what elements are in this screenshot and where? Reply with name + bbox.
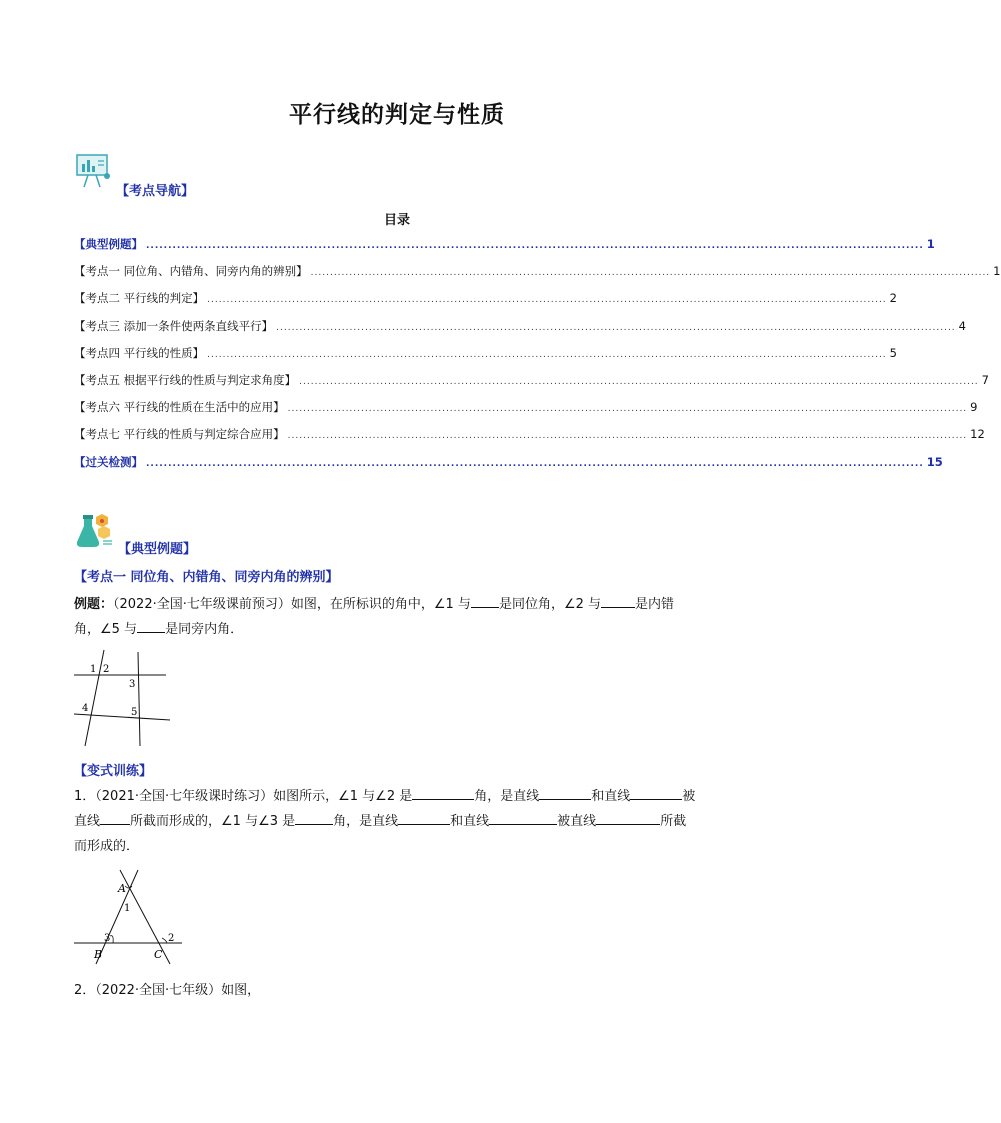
table-of-contents (74, 236, 1001, 481)
answer-blank[interactable] (596, 810, 660, 825)
toc-heading: 目录 (383, 213, 410, 228)
angle-label: 3 (129, 679, 136, 690)
toc-item[interactable]: 【过关检测】 ................................................................................................................................................................................ 15 (74, 454, 943, 469)
parallel-lines-figure (70, 648, 172, 748)
vertex-label: C (154, 948, 163, 961)
toc-item[interactable]: 【典型例题】 ................................................................................................................................................................................ 1 (74, 237, 935, 251)
toc-item[interactable]: 【考点四 平行线的性质】 ................................................................................................................................................................................ 5 (74, 345, 897, 360)
answer-blank[interactable] (630, 785, 682, 800)
page-title: 平行线的判定与性质 (289, 101, 505, 128)
angle-label: 3 (104, 933, 111, 944)
angle-label: 1 (124, 903, 131, 914)
answer-blank[interactable] (471, 593, 499, 608)
answer-blank[interactable] (137, 618, 165, 633)
section-label: 【典型例题】 (118, 542, 197, 557)
answer-blank[interactable] (398, 810, 450, 825)
vertex-label: A (118, 882, 126, 895)
answer-blank[interactable] (100, 810, 130, 825)
toc-item[interactable]: 【考点三 添加一条件使两条直线平行】 ................................................................................................................................................................................ 4 (74, 318, 966, 333)
flask-icon (74, 510, 114, 550)
toc-item[interactable]: 【考点六 平行线的性质在生活中的应用】 ................................................................................................................................................................................ 9 (74, 400, 978, 415)
answer-blank[interactable] (412, 785, 474, 800)
angle-label: 5 (131, 707, 138, 718)
nav-section-label: 【考点导航】 (116, 184, 195, 199)
toc-item[interactable]: 【考点一 同位角、内错角、同旁内角的辨别】 ................................................................................................................................................................................ 1 (74, 264, 1001, 279)
vertex-label: B (94, 948, 103, 961)
example-question: 例题：（2022·全国·七年级课前预习）如图，在所标识的角中，∠1 与 是同位角，∠2 与 是内错 角，∠5 与 是同旁内角． (74, 592, 724, 642)
toc-item[interactable]: 【考点二 平行线的判定】 ................................................................................................................................................................................ 2 (74, 291, 897, 306)
presentation-board-icon (74, 152, 112, 190)
triangle-figure (74, 868, 184, 968)
answer-blank[interactable] (601, 593, 635, 608)
question-2: 2．（2022·全国·七年级）如图， (74, 983, 261, 998)
toc-item[interactable]: 【考点五 根据平行线的性质与判定求角度】 ................................................................................................................................................................................ 7 (74, 372, 989, 387)
variant-heading: 【变式训练】 (74, 764, 153, 779)
angle-label: 1 (90, 664, 97, 675)
question-1: 1．（2021·全国·七年级课时练习）如图所示，∠1 与∠2 是 角，是直线 和直线 被 直线 所截而形成的，∠1 与∠3 是 角，是直线 和直线 被直线 所截 而形成的． (74, 784, 724, 859)
answer-blank[interactable] (295, 810, 333, 825)
angle-label: 2 (103, 664, 110, 675)
answer-blank[interactable] (489, 810, 557, 825)
answer-blank[interactable] (539, 785, 591, 800)
topic-heading: 【考点一 同位角、内错角、同旁内角的辨别】 (74, 570, 339, 585)
toc-item[interactable]: 【考点七 平行线的性质与判定综合应用】 ................................................................................................................................................................................ 12 (74, 427, 985, 442)
angle-label: 4 (82, 703, 89, 714)
angle-label: 2 (168, 933, 175, 944)
